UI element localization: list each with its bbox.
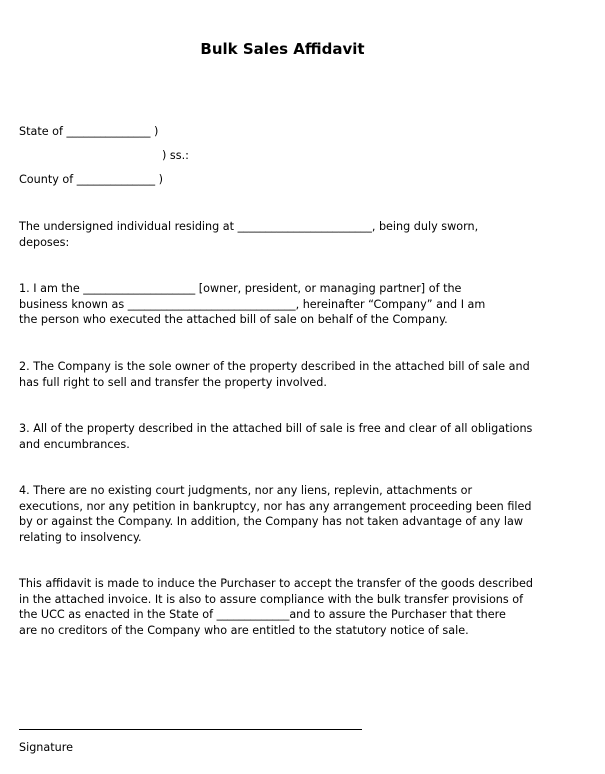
county-line: County of ______________ ): [19, 173, 163, 186]
closing-paragraph: This affidavit is made to induce the Purchaser to accept the transfer of the goods described in the attached invoice. It is also to assure compliance with the bulk transfer provisions of the UCC as enacted in the State of _____________and to assure the Purchaser that there are no creditors of the Company who are entitled to the statutory notice of sale.: [19, 577, 533, 637]
paragraph-4: 4. There are no existing court judgments, nor any liens, replevin, attachments or executions, nor any petition in bankruptcy, nor has any arrangement proceeding been filed by or against the Company. In addition, the Company has not taken advantage of any law relating to insolvency.: [19, 484, 532, 544]
intro-paragraph: The undersigned individual residing at ________________________, being duly sworn, deposes:: [19, 220, 479, 249]
signature-line: [19, 729, 362, 730]
ss-line: ) ss.:: [162, 149, 189, 162]
signature-label: Signature: [19, 741, 73, 754]
state-line: State of _______________ ): [19, 125, 159, 138]
paragraph-3: 3. All of the property described in the attached bill of sale is free and clear of all obligations and encumbrances.: [19, 422, 533, 451]
paragraph-1: 1. I am the ____________________ [owner, president, or managing partner] of the business known as ______________________________, hereinafter “Company” and I am the person who executed the attached bill of sale on behalf of the Company.: [19, 282, 486, 326]
paragraph-2: 2. The Company is the sole owner of the property described in the attached bill of sale and has full right to sell and transfer the property involved.: [19, 360, 530, 389]
document-title: Bulk Sales Affidavit: [200, 40, 365, 58]
